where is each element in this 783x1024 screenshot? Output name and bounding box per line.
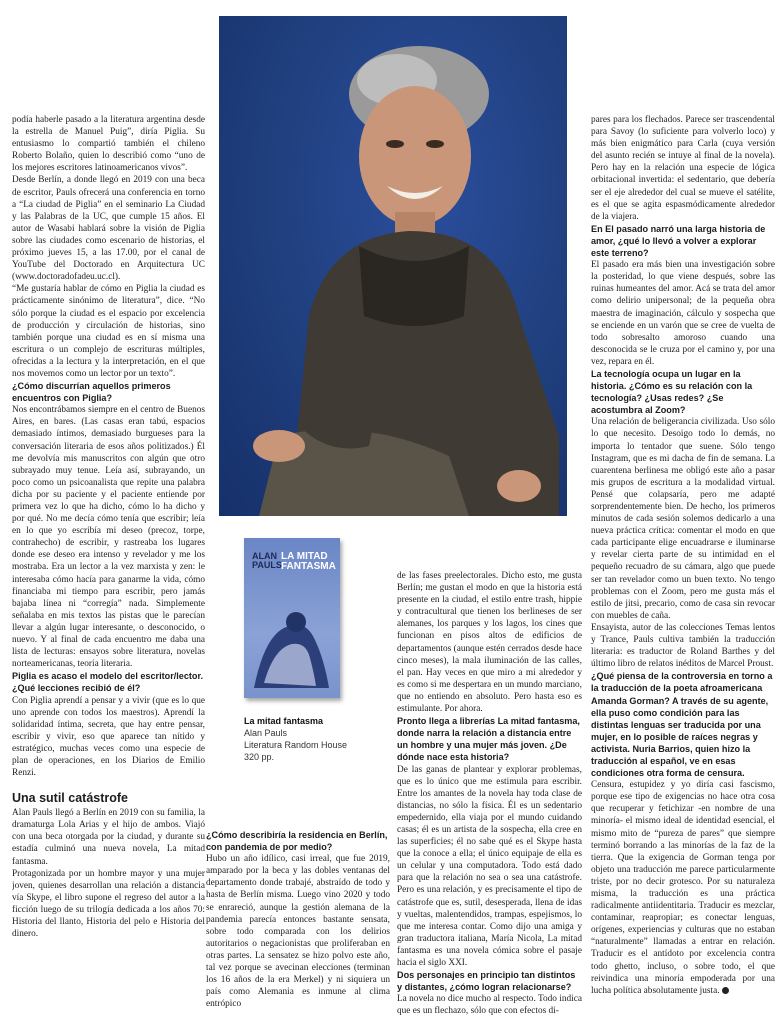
interview-question: Piglia es acaso el modelo del escritor/lector. ¿Qué lecciones recibió de él? <box>12 671 204 694</box>
paragraph-text: Censura, estupidez y yo diría casi fascismo, porque ese tipo de exigencias no hace otra cosa que recuperar y fetichizar -en nombre de una minoría- el mismo ideal de identidad esencial, el mismo mito de “pureza de pares” que siempre terminó borrando a las minorías de la faz de la tierra. Que la exigencia de Gorman tenga por objeto una traducción me parece particularmente triste, por no decir grotesco. Por su naturaleza misma, la traducción es una práctica radicalmente antiidentitaria. Traducir es mezclar, contaminar, reapropiar; es conectar lenguas, orígenes, experiencias y culturas que no estaban “naturalmente” llamadas a entrar en relación. Traducir es el antídoto por excelencia contra todo ghetto, incluso, o sobre todo, el que reivindica una minoría empoderada por una lucha política absolutamente justa. <box>591 780 775 996</box>
author-portrait-icon <box>219 16 567 516</box>
book-caption-pages: 320 pp. <box>244 752 275 762</box>
paragraph: Con Piglia aprendí a pensar y a vivir (que es lo que uno aprende con todos los maestros). Aprendí la solidaridad íntima, secreta, que hay entre pensar, escribir y vivir, eso que aparece tan nítido y estratégico, muchas veces como una especie de plan de operaciones, en los Diarios de Emilio Renzi. <box>12 695 205 779</box>
paragraph: de las fases preelectorales. Dicho esto, me gusta Berlín; me gustan el modo en que la historia está presente en la ciudad, el estilo entre trash, hippie y contracultural que tienen los berlineses de ser alemanes, los parques y los lagos, los cines que funcionan en pisos altos de edificios de departamentos (aunque estén cerrados desde hace cinco meses), la mala iluminación de las calles, el pan. Hay veces en que miro a mi alrededor y es como si me despertara en un mundo marciano, que no entiendo en absoluto. Pero hasta eso es estimulante. Por ahora. <box>397 571 582 715</box>
paragraph: Hubo un año idílico, casi irreal, que fue 2019, amparado por la beca y las dobles ventanas del departamento donde trabajé, abstraído de todo y hasta de Berlín misma. Luego vino 2020 y todo se enrareció, aunque la gestión alemana de la pandemia parecía entonces bastante sensata, sobre todo comparada con los delirios autoritarios o negacionistas que proliferaban en otras partes. La sensatez se hizo polvo este año, tal vez porque se avecinan elecciones (terminan los 16 años de la era Merkel) y ni siquiera un país como Alemania es inmune al clima entrópico <box>206 854 390 1010</box>
article-column-4 <box>591 114 775 1020</box>
paragraph: Desde Berlín, a donde llegó en 2019 con una beca de escritor, Pauls ofrecerá una conferencia en torno a “La ciudad de Piglia” en el seminario La Ciudad y las Palabras de la UC, que cumple 15 años. El autor de Wasabi hablará sobre la visión de Piglia sobre las ciudades como escenario de historias, el próximo jueves 15, a las 17.00, por el canal de YouTube del Doctorado en Arquitectura UC (www.doctoradofadeu.uc.cl). <box>12 175 205 283</box>
interview-question: En El pasado narró una larga historia de amor, ¿qué lo llevó a volver a explorar este terreno? <box>591 223 766 259</box>
interview-question: La tecnología ocupa un lugar en la historia. ¿Cómo es su relación con la tecnología? ¿Usas redes? ¿Se acostumbra al Zoom? <box>591 368 753 416</box>
book-cover-illustration-icon <box>244 578 340 698</box>
interview-question: ¿Qué piensa de la controversia en torno a la traducción de la poeta afroamericana Amanda Gorman? A través de su agente, ella puso como condición para las distintas lenguas ser traducida por una mujer, en lo posible de raíces negras y activista. Nuria Barrios, quien hizo la traducción al español, ve en esas condiciones otra forma de censura. <box>591 671 773 779</box>
paragraph: Nos encontrábamos siempre en el centro de Buenos Aires, en bares. (Las casas eran tabú, espacios demasiado íntimos, demasiado burgueses para la conversación literaria de esos años politizados.) Él me devolvía mis manuscritos con algún que otro subrayado muy tenue. Leía así, subrayando, un poco como un psicoanalista que repite una palabra dicha por su paciente y el paciente entiende por primera vez lo que ha dicho, cómo lo ha dicho y por qué. No me decía cómo tenía que escribir; leía en lo que yo escribía mi deseo (precoz, torpe, contrahecho) de escribir, y rastreaba los lugares donde ese deseo era intenso y revelador y me los mostraba. Era un lector a la vez marxista y zen: le interesaba cómo hacía para ganarme la vida, cómo financiaba mi tiempo para escribir, pero jamás bajaba línea ni “corregía” nada. Simplemente señalaba en mis textos las pistas que le parecían llevar a algún lugar interesante, o desconocido, o nuevo. Y al final de cada encuentro me daba una lista de lecturas: ensayos sobre literatura, novelas norteamericanas, teoría literaria. <box>12 405 205 670</box>
paragraph: Alan Pauls llegó a Berlín en 2019 con su familia, la dramaturga Lola Arias y el hijo de ambos. Viajó con una beca otorgada por la ciudad, y durante su estadía culminó una nueva novela, La mitad fantasma. <box>12 808 205 867</box>
article-column-3 <box>397 570 582 1020</box>
book-cover-title: LA MITAD FANTASMA <box>281 551 336 572</box>
paragraph: “Me gustaría hablar de cómo en Piglia la ciudad es prácticamente sinónimo de literatura”, dice. “No sólo porque la ciudad es el espacio por excelencia de producción y circulación de historias, sino también porque una ciudad es en sí misma una escritura o un complejo de escrituras múltiples, ofrecidas a la lectura y la interpretación, en el que nos movemos como un lector por un texto”. <box>12 284 205 379</box>
article-column-1 <box>12 114 205 1020</box>
paragraph: podía haberle pasado a la literatura argentina desde la estrella de Manuel Puig”, diría Piglia. Su entusiasmo lo compartió también el chileno Roberto Bolaño, quien lo describió como “uno de los mejores escritores latinoamericanos vivos”. <box>12 115 205 174</box>
paragraph: Una relación de beligerancia civilizada. Uso sólo lo que necesito. Desoigo todo lo demás, no importa lo tentador que suene. Sólo tengo Instagram, que es mi dacha de fin de semana. La cuarentena berlinesa me obligó este año a pasar mis grupos de escritura a la modalidad virtual. Pensé que colapsaría, pero me adapté sorprendentemente bien. De hecho, los primeros minutos de cada sesión solemos dedicarlo a una nueva práctica crítica: comentar el modo en que cada participante elige encuadrarse e iluminarse y revelar cierta parte de su intimidad en el pequeño recuadro de su cámara, algo que puede ser tan revelador como un buen texto. No tengo problemas con el Zoom, pero me gusta más el estilo de jitsi, precario, como de casa sin revocar con muebles de caña. <box>591 417 775 621</box>
book-cover <box>244 538 340 698</box>
book-cover-author: ALAN PAULS <box>252 551 282 570</box>
end-of-article-icon <box>722 987 729 994</box>
section-subheading: Una sutil catástrofe <box>12 791 129 806</box>
interview-question: Pronto llega a librerías La mitad fantasma, donde narra la relación a distancia entre un hombre y una mujer más joven. ¿De dónde nace esta historia? <box>397 716 580 763</box>
paragraph: Ensayista, autor de las colecciones Temas lentos y Trance, Pauls cultiva también la traducción literaria: es traductor de Roland Barthes y del último libro de relatos inéditos de Marcel Proust. <box>591 622 775 670</box>
book-caption <box>244 715 384 763</box>
paragraph: El pasado era más bien una investigación sobre la posteridad, lo que viene después, sobre las ruinas humeantes del amor. Acá se trata del amor como delirio unipersonal; de la pequeña obra maestra de imaginación, cálculo y sospecha que se enciende en un varón que se cree de vuelta de todo sobresalto amoroso cuando una desconocida se le cruza por el camino y, por una vez, repara en él. <box>591 260 775 367</box>
book-caption-author: Alan Pauls <box>244 728 288 738</box>
interview-question: ¿Cómo describiría la residencia en Berlín, con pandemia de por medio? <box>206 830 388 853</box>
author-photo <box>219 16 567 516</box>
paragraph: pares para los flechados. Parece ser trascendental para Savoy (lo suficiente para volverlo loco) y más bien enigmático para Carla (cuya versión del asunto recién se intuye al final de la novela). Pero hay en la relación una especie de lógica orbitacional invertida: el sedentario, que debería ser el eje alrededor del cual se mueve el satélite, es el que se agita espasmódicamente alrededor de la viajera. <box>591 115 775 222</box>
interview-question: Dos personajes en principio tan distintos y distantes, ¿cómo logran relacionarse? <box>397 970 576 993</box>
paragraph: Protagonizada por un hombre mayor y una mujer joven, quienes desarrollan una relación a distancia vía Skype, el libro supone el regreso del autor a la ficción luego de su trilogía dedicada a los años 70: Historia del llanto, Historia del pelo e Historia del dinero. <box>12 868 205 940</box>
paragraph <box>591 779 775 997</box>
paragraph: De las ganas de plantear y explorar problemas, que es lo único que me estimula para escribir. Entre los amantes de la novela hay toda clase de distancias, no sólo la física. Él es un sedentario empedernido, ella viaja por el mundo cuidando casas; él es un artista de la sospecha, ella cree en las superficies; él no sabe qué es el Skype hasta que la conoce a ella; el único equipaje de ella es un celular y una computadora. Todo está dado para que la relación no sea o sea una catástrofe. Pero es una relación, y es precisamente el tipo de catástrofe que es, sutil, desesperada, llena de idas y vueltas, malentendidos, trampas, espejismos, lo que me interesa contar. Como dijo una amiga y gran traductora italiana, María Nicola, La mitad fantasma es una novela cómica sobre el pasaje hacia el siglo XXI. <box>397 764 582 968</box>
interview-question: ¿Cómo discurrían aquellos primeros encuentros con Piglia? <box>12 381 171 404</box>
book-caption-title: La mitad fantasma <box>244 716 324 726</box>
paragraph: La novela no dice mucho al respecto. Todo indica que es un flechazo, sólo que con efectos di- <box>397 994 582 1017</box>
article-column-2 <box>206 829 390 1019</box>
book-caption-publisher: Literatura Random House <box>244 740 348 750</box>
